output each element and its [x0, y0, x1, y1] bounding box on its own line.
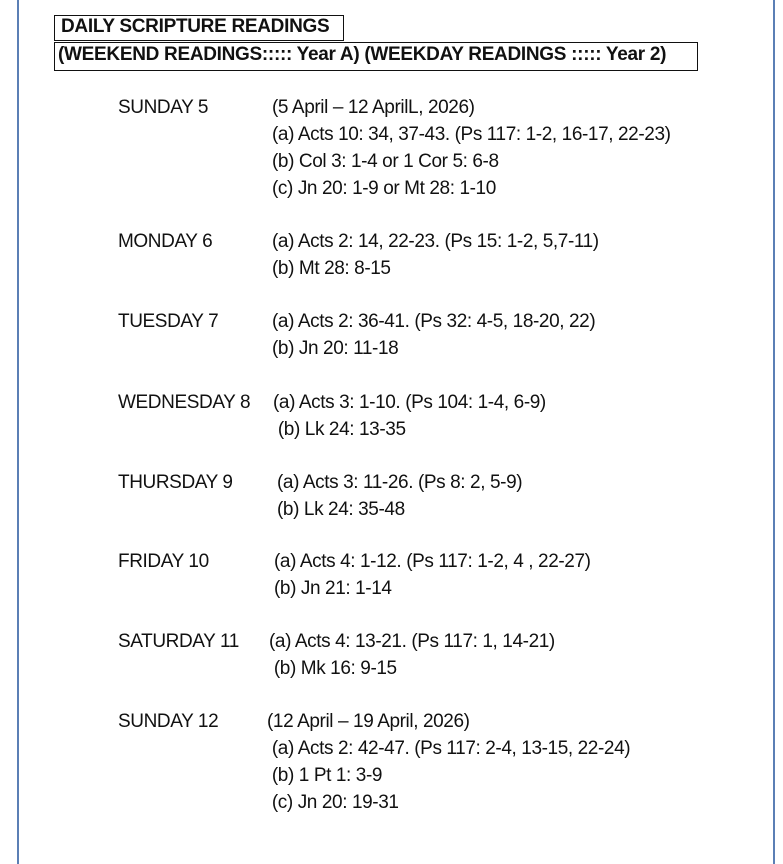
reading-line: (b) Lk 24: 35-48	[277, 499, 405, 520]
day-label: SUNDAY 12	[118, 711, 219, 732]
reading-line: (a) Acts 2: 14, 22-23. (Ps 15: 1-2, 5,7-11)	[272, 231, 599, 252]
reading-line: (12 April – 19 April, 2026)	[267, 711, 470, 732]
reading-line: (a) Acts 4: 1-12. (Ps 117: 1-2, 4 , 22-27)	[274, 551, 591, 572]
reading-line: (a) Acts 2: 42-47. (Ps 117: 2-4, 13-15, 22-24)	[267, 738, 631, 759]
document-subtitle: (WEEKEND READINGS::::: Year A) (WEEKDAY READINGS ::::: Year 2)	[54, 42, 698, 71]
reading-line: (a) Acts 2: 36-41. (Ps 32: 4-5, 18-20, 22)	[272, 311, 596, 332]
reading-line: (b) Lk 24: 13-35	[273, 419, 406, 440]
reading-lines	[272, 94, 671, 202]
reading-line: (b) Col 3: 1-4 or 1 Cor 5: 6-8	[272, 151, 499, 172]
reading-line: (c) Jn 20: 19-31	[267, 792, 399, 813]
reading-lines	[269, 628, 555, 682]
reading-line: (a) Acts 4: 13-21. (Ps 117: 1, 14-21)	[269, 631, 555, 652]
day-label: FRIDAY 10	[118, 551, 209, 572]
reading-lines	[272, 228, 599, 282]
reading-lines	[267, 708, 630, 816]
reading-line: (b) Jn 21: 1-14	[274, 578, 392, 599]
document-title: DAILY SCRIPTURE READINGS	[54, 15, 344, 41]
reading-lines	[277, 469, 522, 523]
day-label: THURSDAY 9	[118, 472, 233, 493]
reading-lines	[273, 389, 546, 443]
reading-line: (b) 1 Pt 1: 3-9	[267, 765, 383, 786]
day-label: SATURDAY 11	[118, 631, 239, 652]
day-label: TUESDAY 7	[118, 311, 219, 332]
reading-line: (b) Mt 28: 8-15	[272, 258, 391, 279]
reading-lines	[274, 548, 591, 602]
reading-line: (5 April – 12 AprilL, 2026)	[272, 97, 475, 118]
day-label: SUNDAY 5	[118, 97, 209, 118]
day-label: MONDAY 6	[118, 231, 213, 252]
reading-line: (a) Acts 10: 34, 37-43. (Ps 117: 1-2, 16-17, 22-23)	[272, 124, 671, 145]
reading-line: (c) Jn 20: 1-9 or Mt 28: 1-10	[272, 178, 496, 199]
reading-lines	[272, 308, 595, 362]
reading-line: (b) Mk 16: 9-15	[269, 658, 397, 679]
reading-line: (a) Acts 3: 1-10. (Ps 104: 1-4, 6-9)	[273, 392, 546, 413]
reading-line: (b) Jn 20: 11-18	[272, 338, 399, 359]
reading-line: (a) Acts 3: 11-26. (Ps 8: 2, 5-9)	[277, 472, 523, 493]
day-label: WEDNESDAY 8	[118, 392, 251, 413]
